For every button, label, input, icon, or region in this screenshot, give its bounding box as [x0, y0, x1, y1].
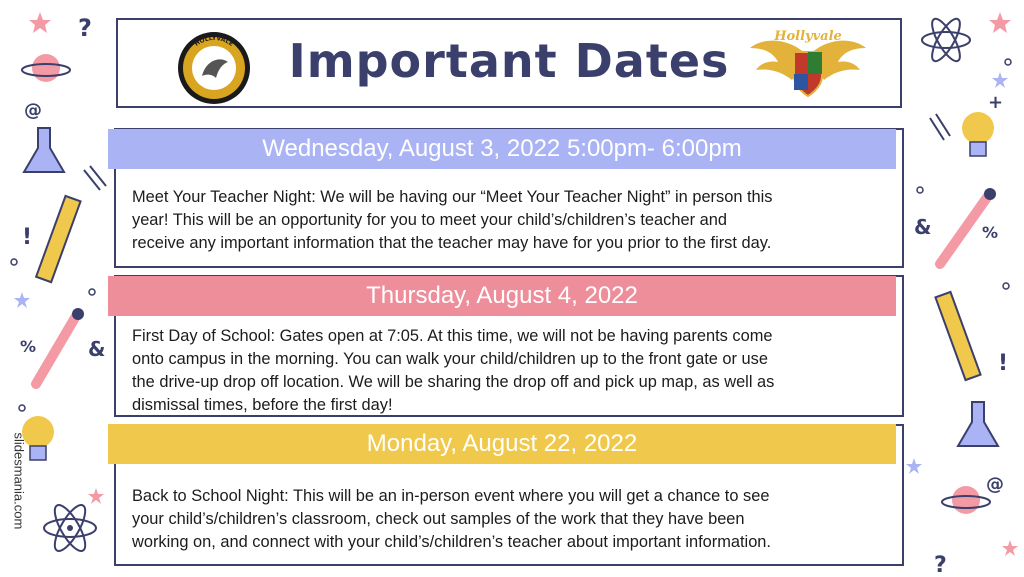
event-date-banner-2: Thursday, August 4, 2022: [108, 276, 896, 316]
exclamation-icon-right: [998, 351, 1008, 376]
svg-text:!: !: [22, 225, 33, 250]
ampersand-icon: [88, 337, 105, 361]
svg-text:!: !: [998, 351, 1009, 376]
question-mark-icon-right: [934, 553, 947, 577]
svg-text:%: %: [20, 337, 37, 356]
star-icon: [29, 12, 51, 33]
event-date-banner-3: Monday, August 22, 2022: [108, 424, 896, 464]
svg-text:HOLLYVALE: HOLLYVALE: [193, 34, 235, 48]
event-description-1: Meet Your Teacher Night: We will be having our “Meet Your Teacher Night” in person this year! This will be an opportunity for you to meet your child’s/children’s teacher and receive any important information that the teacher may have for you prior to the first day.: [132, 188, 773, 252]
planet-icon-right: [942, 486, 990, 514]
svg-text:%: %: [982, 223, 999, 242]
event-description-2: First Day of School: Gates open at 7:05. At this time, we will not be having parents come onto campus in the morning. You can walk your child/children up to the front gate or use the drive-up drop off location. We will be sharing the drop off and pick up map, as well as dismissal times, before the first day!: [132, 327, 775, 414]
pencil-icon: [36, 196, 80, 282]
flask-icon: [24, 128, 64, 172]
school-seal-logo: [176, 30, 252, 106]
svg-text:&: &: [914, 215, 932, 239]
svg-text:&: &: [88, 337, 106, 361]
svg-text:?: ?: [78, 14, 92, 42]
paperclip-icon: [84, 166, 106, 190]
svg-text:Hollyvale: Hollyvale: [774, 29, 842, 44]
atom-icon: [44, 501, 96, 555]
exclamation-icon: [22, 225, 32, 250]
lightbulb-icon-right: [962, 112, 994, 156]
at-sign-icon: [24, 100, 42, 121]
paintbrush-icon: [36, 308, 84, 384]
percent-icon: [20, 337, 36, 356]
atom-icon-right: [922, 15, 970, 65]
page-title: Important Dates: [288, 34, 730, 88]
credit-text: slidesmania.com: [11, 432, 27, 530]
svg-text:@: @: [986, 474, 1004, 495]
pencil-icon-right: [935, 292, 980, 380]
event-description-3: Back to School Night: This will be an in-person event where you will get a chance to see your child’s/children’s classroom, check out samples of the work that they have been working on, and connect with your child’s/children’s teacher about important information.: [132, 487, 771, 551]
ampersand-icon-right: [914, 215, 931, 239]
at-sign-icon-right: [986, 474, 1004, 495]
planet-icon: [22, 54, 70, 82]
event-date-banner-1: Wednesday, August 3, 2022 5:00pm- 6:00pm: [108, 129, 896, 169]
svg-text:+: +: [988, 92, 1004, 113]
plus-icon: [988, 92, 1003, 113]
star-icon-right: [989, 12, 1011, 33]
lightbulb-icon: [22, 416, 54, 460]
flask-icon-right: [958, 402, 998, 446]
svg-text:@: @: [24, 100, 42, 121]
svg-text:?: ?: [934, 553, 947, 577]
question-mark-icon: [78, 14, 92, 42]
paperclip-icon-right: [930, 114, 950, 140]
percent-icon-right: [982, 223, 998, 242]
winged-crest-logo: [748, 26, 868, 106]
